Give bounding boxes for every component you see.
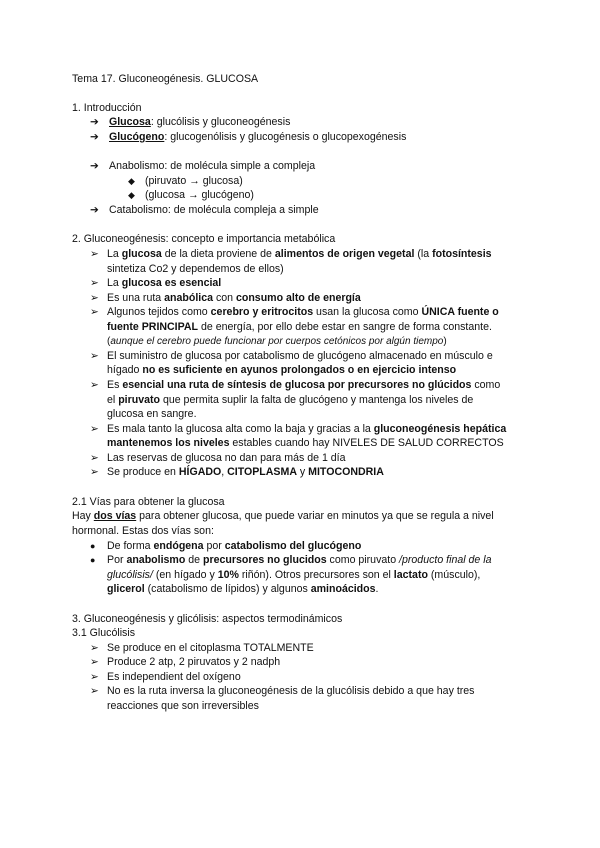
arrow-icon: ➔ [90, 160, 99, 172]
chevron-icon: ➢ [90, 671, 99, 683]
list-item-glucogeno: Glucógeno: glucogenólisis y glucogénesis o glucopexogénesis [109, 131, 407, 143]
diamond-icon: ◆ [128, 176, 135, 186]
bullet-line: Es esencial una ruta de síntesis de glucosa por precursores no glúcidos como [107, 379, 501, 391]
sub-item: (glucosa → glucógeno) [145, 189, 254, 201]
bullet-dot-icon: ● [90, 555, 96, 565]
paragraph-line: hormonal. Estas dos vías son: [72, 525, 214, 537]
section-3-heading: 3. Gluconeogénesis y glicólisis: aspectos termodinámicos [72, 613, 343, 625]
chevron-icon: ➢ [90, 306, 99, 318]
chevron-icon: ➢ [90, 452, 99, 464]
section-2-heading: 2. Gluconeogénesis: concepto e importancia metabólica [72, 233, 336, 245]
section-2-1-heading: 2.1 Vías para obtener la glucosa [72, 496, 225, 508]
bullet-line: De forma endógena por catabolismo del glucógeno [107, 540, 362, 552]
list-item-anabolismo: Anabolismo: de molécula simple a compleja [109, 160, 316, 172]
bullet-line: glucólisis/ (en hígado y 10% riñón). Otros precursores son el lactato (músculo), [107, 569, 481, 581]
sub-item: (piruvato → glucosa) [145, 175, 243, 187]
chevron-icon: ➢ [90, 379, 99, 391]
document-title: Tema 17. Gluconeogénesis. GLUCOSA [72, 73, 259, 85]
chevron-icon: ➢ [90, 248, 99, 260]
bullet-line: La glucosa es esencial [107, 277, 222, 289]
list-item-glucosa: Glucosa: glucólisis y gluconeogénesis [109, 116, 291, 128]
diamond-icon: ◆ [128, 190, 135, 200]
arrow-icon: ➔ [90, 131, 99, 143]
bullet-dot-icon: ● [90, 541, 96, 551]
bullet-line: La glucosa de la dieta proviene de alimentos de origen vegetal (la fotosíntesis [107, 248, 492, 260]
bullet-line: El suministro de glucosa por catabolismo de glucógeno almacenado en músculo e [107, 350, 493, 362]
chevron-icon: ➢ [90, 466, 99, 478]
subsection-3-1-heading: 3.1 Glucólisis [72, 627, 135, 639]
bullet-line: reacciones que son irreversibles [107, 700, 259, 712]
list-item-catabolismo: Catabolismo: de molécula compleja a simple [109, 204, 319, 216]
bullet-line: glicerol (catabolismo de lípidos) y algunos aminoácidos. [107, 583, 379, 595]
chevron-icon: ➢ [90, 350, 99, 362]
bullet-line: Se produce en HÍGADO, CITOPLASMA y MITOCONDRIA [107, 466, 384, 478]
chevron-icon: ➢ [90, 292, 99, 304]
bullet-line: Es independient del oxígeno [107, 671, 241, 683]
arrow-icon: ➔ [90, 116, 99, 128]
bullet-line: hígado no es suficiente en ayunos prolongados o en ejercicio intenso [107, 364, 457, 376]
bullet-line: Se produce en el citoplasma TOTALMENTE [107, 642, 314, 654]
bullet-line: Algunos tejidos como cerebro y eritrocitos usan la glucosa como ÚNICA fuente o [107, 306, 499, 318]
bullet-line: mantenemos los niveles estables cuando hay NIVELES DE SALUD CORRECTOS [107, 437, 504, 449]
bullet-line: Produce 2 atp, 2 piruvatos y 2 nadph [107, 656, 281, 668]
chevron-icon: ➢ [90, 642, 99, 654]
bullet-line: sintetiza Co2 y dependemos de ellos) [107, 263, 284, 275]
bullet-line: (aunque el cerebro puede funcionar por cuerpos cetónicos por algún tiempo) [107, 336, 447, 347]
chevron-icon: ➢ [90, 685, 99, 697]
bullet-line: Es una ruta anabólica con consumo alto de energía [107, 292, 361, 304]
chevron-icon: ➢ [90, 656, 99, 668]
bullet-line: Las reservas de glucosa no dan para más de 1 día [107, 452, 346, 464]
bullet-line: Es mala tanto la glucosa alta como la baja y gracias a la gluconeogénesis hepática [107, 423, 507, 435]
chevron-icon: ➢ [90, 423, 99, 435]
bullet-line: Por anabolismo de precursores no glucidos como piruvato /producto final de la [107, 554, 492, 566]
section-1-heading: 1. Introducción [72, 102, 142, 114]
arrow-icon: ➔ [90, 204, 99, 216]
chevron-icon: ➢ [90, 277, 99, 289]
bullet-line: No es la ruta inversa la gluconeogénesis de la glucólisis debido a que hay tres [107, 685, 475, 697]
bullet-line: fuente PRINCIPAL de energía, por ello debe estar en sangre de forma constante. [107, 321, 492, 333]
paragraph-line: Hay dos vías para obtener glucosa, que puede variar en minutos ya que se regula a nivel [72, 510, 494, 522]
bullet-line: el piruvato que permita suplir la falta de glucógeno y mantenga los niveles de [107, 394, 474, 406]
bullet-line: glucosa en sangre. [107, 408, 197, 420]
